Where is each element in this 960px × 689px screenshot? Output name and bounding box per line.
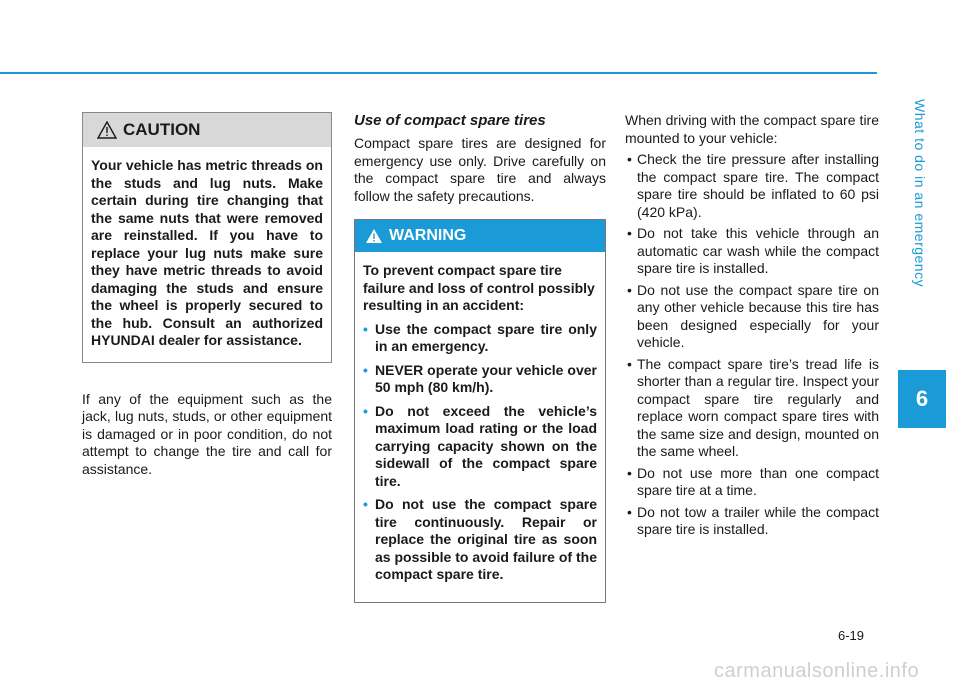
page-number: 6-19	[838, 628, 865, 643]
list-item: • Do not tow a trailer while the compact spare tire is installed.	[625, 504, 879, 539]
column-middle	[354, 112, 606, 603]
warning-list	[363, 321, 597, 584]
warning-triangle-icon	[365, 228, 383, 244]
caution-header	[83, 113, 331, 147]
warning-box	[354, 219, 606, 603]
warning-title: WARNING	[389, 227, 467, 244]
list-item: • Check the tire pressure after installing the compact spare tire. The compact spare tire should be inflated to 60 psi (420 kPa).	[625, 151, 879, 221]
warning-item: • Do not use the compact spare tire continuously. Repair or replace the original tire as soon as possible to avoid failure of the compact spare tire.	[363, 496, 597, 584]
column-left	[82, 112, 332, 492]
header-rule	[0, 72, 877, 74]
caution-text: Your vehicle has metric threads on the studs and lug nuts. Make certain during tire changing that the same nuts that were removed are reinstalled. If you have to replace your lug nuts make sure they have metric threads to avoid damaging the studs and ensure the wheel is properly secured to the hub. Consult an authorized HYUNDAI dealer for assistance.	[91, 157, 323, 348]
warning-item: • NEVER operate your vehicle over 50 mph (80 km/h).	[363, 362, 597, 397]
warning-item: • Use the compact spare tire only in an emergency.	[363, 321, 597, 356]
caution-title: CAUTION	[123, 120, 201, 139]
warning-header	[355, 220, 605, 252]
chapter-number-badge: 6	[898, 370, 946, 428]
section-paragraph: Compact spare tires are designed for emergency use only. Drive carefully on the compact spare tire and always follow the safety precautions.	[354, 135, 606, 204]
section-heading: Use of compact spare tires	[354, 112, 546, 129]
warning-content	[355, 252, 605, 602]
warning-item: • Do not exceed the vehicle’s maximum load rating or the load carrying capacity shown on the sidewall of the compact spare tire.	[363, 403, 597, 491]
equipment-paragraph: If any of the equipment such as the jack, lug nuts, studs, or other equipment is damaged or in poor condition, do not attempt to change the tire and call for assistance.	[82, 390, 332, 477]
list-item: • Do not use the compact spare tire on any other vehicle because this tire has been designed especially for your vehicle.	[625, 282, 879, 352]
driving-intro: When driving with the compact spare tire mounted to your vehicle:	[625, 112, 879, 146]
caution-triangle-icon	[97, 121, 117, 139]
list-item: • The compact spare tire’s tread life is shorter than a regular tire. Inspect your compact spare tire regularly and replace worn compact spare tires with the same size and design, mounted on the same wheel.	[625, 356, 879, 461]
watermark: carmanualsonline.info	[714, 660, 920, 682]
list-item: • Do not take this vehicle through an automatic car wash while the compact spare tire is installed.	[625, 225, 879, 278]
warning-intro: To prevent compact spare tire failure and loss of control possibly resulting in an accident:	[363, 262, 595, 313]
chapter-title: What to do in an emergency	[912, 98, 928, 288]
list-item: • Do not use more than one compact spare tire at a time.	[625, 465, 879, 500]
caution-box	[82, 112, 332, 363]
driving-list	[625, 151, 879, 539]
column-right	[625, 112, 879, 543]
